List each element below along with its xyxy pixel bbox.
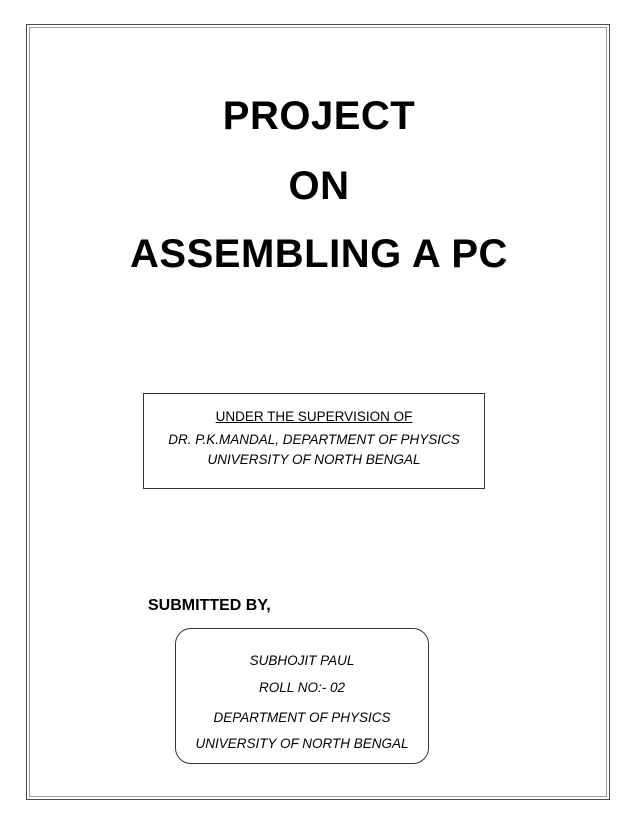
submitter-university: UNIVERSITY OF NORTH BENGAL bbox=[195, 736, 409, 751]
supervision-box bbox=[143, 393, 485, 489]
submitter-box bbox=[175, 628, 429, 764]
submitter-department: DEPARTMENT OF PHYSICS bbox=[213, 710, 391, 725]
title-line-project: PROJECT bbox=[222, 94, 416, 138]
supervisor-name-department: DR. P.K.MANDAL, DEPARTMENT OF PHYSICS bbox=[168, 432, 460, 447]
title-line-topic: ASSEMBLING A PC bbox=[130, 232, 508, 276]
title-line-on: ON bbox=[288, 164, 350, 208]
submitted-by-heading: SUBMITTED BY, bbox=[148, 597, 271, 614]
submitter-roll: ROLL NO:- 02 bbox=[258, 680, 346, 695]
submitter-name: SUBHOJIT PAUL bbox=[249, 653, 355, 668]
supervision-heading: UNDER THE SUPERVISION OF bbox=[215, 409, 413, 424]
supervisor-university: UNIVERSITY OF NORTH BENGAL bbox=[207, 452, 421, 467]
